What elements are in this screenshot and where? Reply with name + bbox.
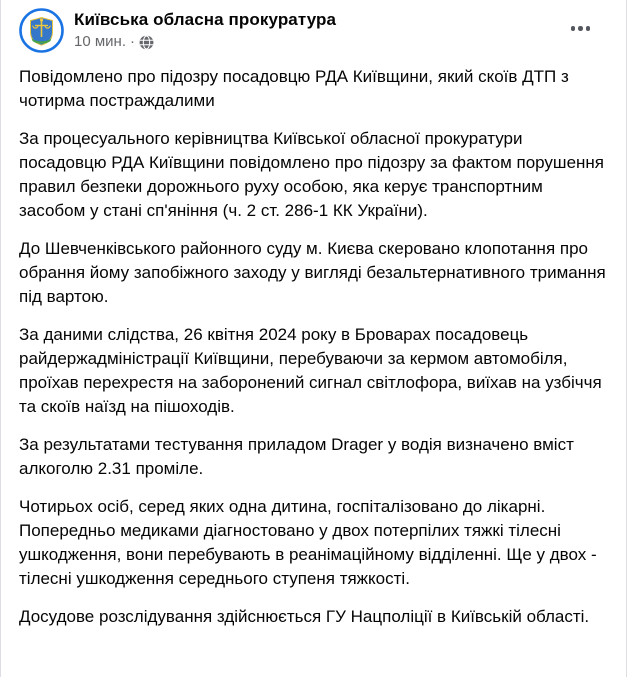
more-options-button[interactable] [567,16,595,41]
post-content [1,53,626,629]
post-header-text [74,8,567,51]
post-paragraph: Досудове розслідування здійснюється ГУ Нацполіції в Київській області. [19,607,590,626]
three-dots-icon [586,26,591,31]
post-paragraph: До Шевченківського районного суду м. Києва скеровано клопотання про обрання йому запобіжного заходу у вигляді безальтернативного тримання під вартою. [19,239,606,306]
page-name-link[interactable]: Київська обласна прокуратура [74,10,337,29]
post-paragraph: Чотирьох осіб, серед яких одна дитина, госпіталізовано до лікарні. Попередньо медиками діагностовано у двох потерпілих тяжкі тілесні ушкодження, вони перебувають в реанімаційному відділенні. Ще у двох - тілесні ушкодження середнього ступеня тяжкості. [19,497,597,588]
post-meta-row [74,33,567,51]
three-dots-icon [578,26,583,31]
page-avatar[interactable] [19,8,64,53]
meta-separator: · [130,33,135,50]
three-dots-icon [571,26,576,31]
post-paragraph: За процесуального керівництва Київської обласної прокуратури посадовцю РДА Київщини повідомлено про підозру за фактом порушення правил безпеки дорожнього руху особою, яка керує транспортним засобом у стані сп'яніння (ч. 2 ст. 286-1 КК України). [19,129,605,220]
post-timestamp[interactable]: 10 мин. [74,33,126,50]
prosecutor-emblem-icon [19,8,64,53]
post-paragraph: Повідомлено про підозру посадовцю РДА Київщини, який скоїв ДТП з чотирма постраждалими [19,67,569,110]
post-paragraph: За даними слідства, 26 квітня 2024 року в Броварах посадовець райдержадміністрації Київщини, перебуваючи за кермом автомобіля, проїхав перехрестя на заборонений сигнал світлофора, виїхав на узбіччя та скоїв наїзд на пішоходів. [19,325,602,416]
post-header [1,0,626,53]
globe-public-icon [139,35,154,50]
post-paragraph: За результатами тестування приладом Drager у водія визначено вміст алкоголю 2.31 проміле. [19,435,574,478]
